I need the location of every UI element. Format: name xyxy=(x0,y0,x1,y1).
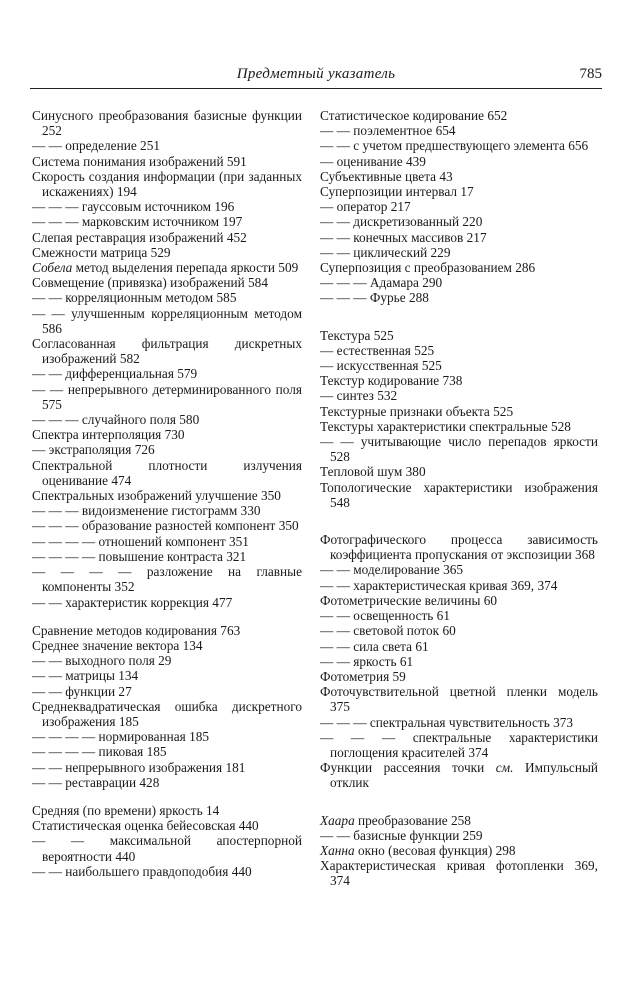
index-entry xyxy=(32,214,302,229)
index-entry-text: Суперпозиции интервал 17 xyxy=(320,184,474,200)
index-entry xyxy=(320,245,598,260)
index-entry xyxy=(320,593,598,608)
index-entry-text: Текстур кодирование 738 xyxy=(320,373,463,389)
index-entry xyxy=(32,290,302,305)
index-entry-text: — — реставрации 428 xyxy=(32,774,160,790)
index-entry-name: Ханна xyxy=(320,842,355,858)
index-entry-text: — — дискретизованный 220 xyxy=(320,214,483,230)
index-entry-text: Смежности матрица 529 xyxy=(32,244,171,260)
index-entry xyxy=(32,260,302,275)
page-header xyxy=(30,66,602,90)
index-entry-text: — — циклический 229 xyxy=(320,244,451,260)
index-entry-text: Согласованная фильтрация дискретных изображений 582 xyxy=(32,336,302,367)
index-entry xyxy=(32,623,302,638)
index-entry-text: — — выходного поля 29 xyxy=(32,653,172,669)
index-entry-text: Статистическое кодирование 652 xyxy=(320,108,508,123)
index-column-left xyxy=(32,108,302,879)
index-entry-text: — — световой поток 60 xyxy=(320,623,456,639)
index-entry xyxy=(320,562,598,577)
index-entry-text: Характеристическая кривая фотопленки 369, 374 xyxy=(320,858,598,889)
index-entry xyxy=(32,595,302,610)
index-entry xyxy=(32,336,302,366)
index-entry-text: Функции рассеяния точки xyxy=(320,760,496,776)
index-entry xyxy=(32,653,302,668)
index-entry xyxy=(320,290,598,305)
index-entry-text: Синусного преобразования базисные функции 252 xyxy=(32,108,302,139)
index-entry xyxy=(32,729,302,744)
index-entry-text: — — — видоизменение гистограмм 330 xyxy=(32,503,261,519)
index-entry xyxy=(320,730,598,760)
index-entry-text: — — характеристическая кривая 369, 374 xyxy=(320,577,558,593)
index-entry-text: — экстраполяция 726 xyxy=(32,442,155,458)
index-entry-text: Субъективные цвета 43 xyxy=(320,168,453,184)
index-entry xyxy=(320,373,598,388)
index-entry-text: — — базисные функции 259 xyxy=(320,827,483,843)
index-entry-text: Фотометрия 59 xyxy=(320,668,406,684)
index-entry xyxy=(32,534,302,549)
index-entry xyxy=(32,138,302,153)
index-entry-text: — синтез 532 xyxy=(320,388,398,404)
index-entry-text: Среднее значение вектора 134 xyxy=(32,637,203,653)
index-entry xyxy=(32,427,302,442)
index-entry-text: — — улучшенным корреляционным методом 586 xyxy=(32,305,302,336)
index-entry-text: Сравнение методов кодирования 763 xyxy=(32,622,241,638)
index-entry-text: — — дифференциальная 579 xyxy=(32,366,198,382)
index-entry xyxy=(320,843,598,858)
index-entry xyxy=(320,275,598,290)
index-entry-text: Фотометрические величины 60 xyxy=(320,592,498,608)
index-entry-text: Суперпозиция с преобразованием 286 xyxy=(320,260,536,276)
index-entry xyxy=(320,328,598,343)
index-entry xyxy=(320,343,598,358)
index-entry xyxy=(32,668,302,683)
index-entry xyxy=(320,184,598,199)
index-entry-text: Фоточувствительной цветной пленки модель 375 xyxy=(320,684,598,715)
index-entry xyxy=(32,503,302,518)
index-entry-text: Скорость создания информации (при заданных искажениях) 194 xyxy=(32,168,302,200)
index-entry xyxy=(320,608,598,623)
index-entry xyxy=(320,639,598,654)
index-entry xyxy=(320,434,598,464)
index-entry-text: Статистическая оценка бейесовская 440 xyxy=(32,818,259,834)
index-entry-text: Импульсный отклик xyxy=(330,760,598,791)
index-entry-text: — — — — разложение на главные компоненты 352 xyxy=(32,564,302,595)
index-entry-text: — — — — отношений компонент 351 xyxy=(32,533,249,549)
index-entry xyxy=(320,154,598,169)
index-entry xyxy=(32,864,302,879)
index-entry-text: Спектральных изображений улучшение 350 xyxy=(32,488,281,504)
index-entry xyxy=(32,684,302,699)
index-entry-text: — — непрерывного детерминированного поля 575 xyxy=(32,381,302,412)
index-entry xyxy=(320,419,598,434)
index-entry xyxy=(32,775,302,790)
index-entry xyxy=(320,214,598,229)
index-entry xyxy=(32,230,302,245)
index-entry xyxy=(32,518,302,533)
index-entry-text: — — определение 251 xyxy=(32,138,160,154)
index-entry-text: — — яркость 61 xyxy=(320,653,414,669)
page-title: Предметный указатель xyxy=(236,66,396,82)
index-entry xyxy=(320,684,598,714)
index-entry-name: Собела xyxy=(32,260,73,276)
index-entry-name: Хаара xyxy=(320,812,355,828)
index-entry-text: Среднеквадратическая ошибка дискретного изображения 185 xyxy=(32,698,302,729)
index-entry-text: — — — гауссовым источником 196 xyxy=(32,199,235,215)
index-entry-text: — — — — пиковая 185 xyxy=(32,744,167,760)
index-entry-text: Текстура 525 xyxy=(320,327,394,343)
index-entry-text: — — функции 27 xyxy=(32,683,132,699)
index-entry xyxy=(32,803,302,818)
index-entry-text: метод выделения перепада яркости 509 xyxy=(72,260,299,276)
index-entry xyxy=(320,715,598,730)
index-entry-text: Текстуры характеристики спектральные 528 xyxy=(320,418,571,434)
index-entry xyxy=(32,366,302,381)
index-entry-text: — искусственная 525 xyxy=(320,358,442,374)
index-entry-text: — — корреляционным методом 585 xyxy=(32,290,237,306)
index-entry xyxy=(320,169,598,184)
index-entry xyxy=(320,388,598,403)
index-entry-text: Тепловой шум 380 xyxy=(320,464,426,480)
index-entry-text: Слепая реставрация изображений 452 xyxy=(32,229,247,245)
index-entry xyxy=(320,578,598,593)
index-entry xyxy=(320,828,598,843)
index-entry xyxy=(32,833,302,863)
index-entry xyxy=(320,464,598,479)
index-entry xyxy=(32,638,302,653)
index-entry xyxy=(32,442,302,457)
index-entry xyxy=(320,260,598,275)
page-number: 785 xyxy=(579,66,602,82)
index-entry-text: Совмещение (привязка) изображений 584 xyxy=(32,275,268,291)
index-entry xyxy=(32,549,302,564)
header-rule xyxy=(30,88,602,89)
index-entry xyxy=(320,623,598,638)
index-entry-text: — — учитывающие число перепадов яркости 528 xyxy=(320,434,598,465)
index-entry xyxy=(320,358,598,373)
index-entry xyxy=(32,564,302,594)
index-entry xyxy=(32,699,302,729)
index-entry-text: — — — спектральная чувствительность 373 xyxy=(320,714,574,730)
index-entry xyxy=(32,744,302,759)
index-entry xyxy=(32,412,302,427)
index-entry xyxy=(320,654,598,669)
index-entry xyxy=(320,480,598,510)
index-entry xyxy=(32,245,302,260)
index-entry xyxy=(320,760,598,790)
index-entry xyxy=(32,760,302,775)
index-entry xyxy=(32,458,302,488)
index-entry-text: — — — случайного поля 580 xyxy=(32,412,200,428)
index-entry xyxy=(320,858,598,888)
index-entry-text: Средняя (по времени) яркость 14 xyxy=(32,802,220,818)
index-entry-text: — — поэлементное 654 xyxy=(320,123,456,139)
index-entry xyxy=(32,169,302,199)
index-entry-text: Система понимания изображений 591 xyxy=(32,153,247,169)
index-entry xyxy=(32,488,302,503)
index-entry xyxy=(320,813,598,828)
index-entry-text: — — — спектральные характеристики поглощения красителей 374 xyxy=(320,729,598,760)
index-entry-text: Фотографического процесса зависимость коэффициента пропускания от экспозиции 368 xyxy=(320,532,598,563)
index-entry-text: — — матрицы 134 xyxy=(32,668,139,684)
index-entry xyxy=(320,230,598,245)
index-column-right xyxy=(320,108,598,889)
index-entry xyxy=(32,382,302,412)
index-entry xyxy=(32,154,302,169)
index-entry-text: Топологические характеристики изображения 548 xyxy=(320,479,598,510)
index-entry-text: — — конечных массивов 217 xyxy=(320,229,487,245)
index-entry-text: — — моделирование 365 xyxy=(320,562,464,578)
index-entry xyxy=(320,123,598,138)
index-entry-text: — — с учетом предшествующего элемента 656 xyxy=(320,138,589,154)
index-entry xyxy=(32,199,302,214)
index-entry-text: — — — марковским источником 197 xyxy=(32,214,243,230)
index-entry xyxy=(320,669,598,684)
index-entry xyxy=(32,306,302,336)
index-entry-text: — — — Адамара 290 xyxy=(320,275,443,291)
index-entry-text: — — — Фурье 288 xyxy=(320,290,429,306)
index-entry-text: преобразование 258 xyxy=(354,812,471,828)
index-entry xyxy=(320,138,598,153)
index-entry xyxy=(320,108,598,123)
index-entry-text: Спектральной плотности излучения оценивание 474 xyxy=(32,457,302,488)
index-entry-text: — — непрерывного изображения 181 xyxy=(32,759,246,775)
index-entry-text: — — характеристик коррекция 477 xyxy=(32,594,233,610)
index-entry-text: — — наибольшего правдоподобия 440 xyxy=(32,863,252,879)
index-entry-text: — оценивание 439 xyxy=(320,153,426,169)
index-entry-text: — — — — нормированная 185 xyxy=(32,729,210,745)
index-entry xyxy=(320,404,598,419)
index-entry-text: — — — образование разностей компонент 350 xyxy=(32,518,299,534)
index-entry-text: — — максимальной апостерпорной вероятности 440 xyxy=(32,833,302,864)
index-entry-text: — — сила света 61 xyxy=(320,638,429,654)
index-entry-text: — — — — повышение контраста 321 xyxy=(32,548,247,564)
index-entry xyxy=(32,818,302,833)
index-entry-text: — — освещенность 61 xyxy=(320,608,450,624)
index-entry xyxy=(320,199,598,214)
index-entry xyxy=(32,275,302,290)
index-entry xyxy=(32,108,302,138)
index-entry-text: Спектра интерполяция 730 xyxy=(32,427,185,443)
index-entry-text: — оператор 217 xyxy=(320,199,411,215)
index-entry xyxy=(320,532,598,562)
index-entry-text: Текстурные признаки объекта 525 xyxy=(320,403,514,419)
index-entry-reference: см. xyxy=(495,760,514,776)
index-entry-text: окно (весовая функция) 298 xyxy=(354,842,516,858)
index-entry-text: — естественная 525 xyxy=(320,342,435,358)
